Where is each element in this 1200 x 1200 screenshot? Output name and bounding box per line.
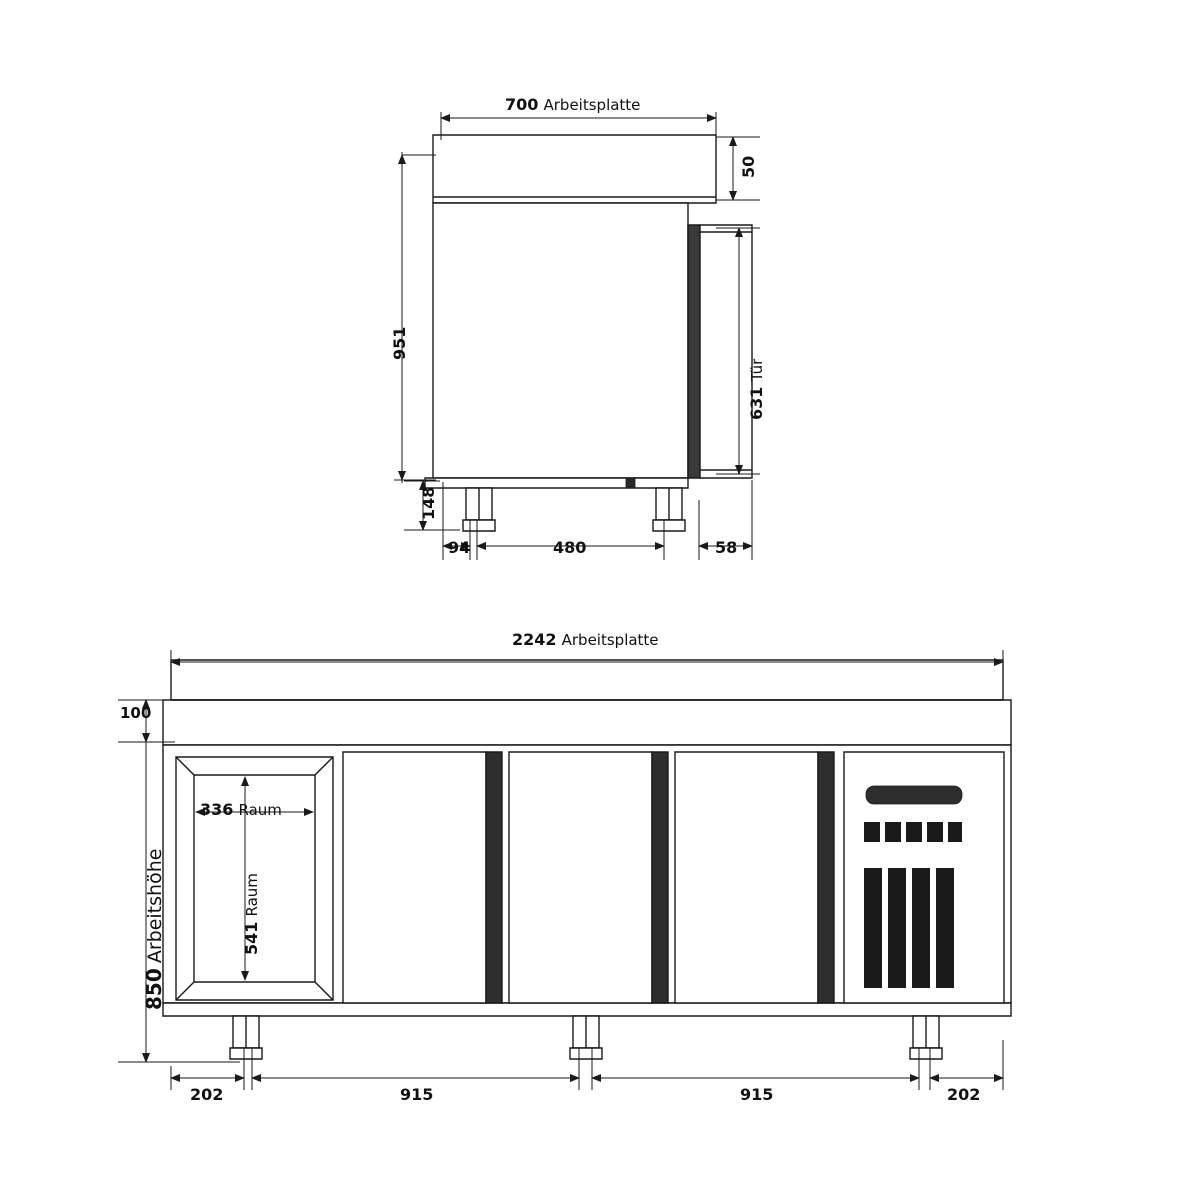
dimension-rear-offset: 58 bbox=[715, 538, 738, 557]
dimension-top-plate-height: 100 bbox=[120, 704, 152, 722]
dimension-total-width bbox=[512, 630, 659, 649]
dimension-top-thickness: 50 bbox=[739, 155, 758, 178]
dimension-value: 700 bbox=[505, 95, 539, 114]
dimension-leg-spacing: 480 bbox=[553, 538, 587, 557]
dimension-value: 336 bbox=[200, 800, 234, 819]
dimension-leg-span-right: 915 bbox=[740, 1085, 774, 1104]
dimension-note: Arbeitsplatte bbox=[561, 631, 659, 649]
dimension-note: Tür bbox=[748, 358, 766, 382]
dimension-top-width bbox=[505, 95, 640, 114]
dimension-note: Raum bbox=[238, 801, 282, 819]
dimension-working-height bbox=[142, 849, 166, 1010]
dimension-compartment-width bbox=[200, 800, 282, 819]
dimension-value: 631 bbox=[747, 386, 766, 420]
side-view-geometry bbox=[425, 135, 752, 531]
dimension-left-leg-offset: 202 bbox=[190, 1085, 224, 1104]
dimension-door-height bbox=[747, 359, 766, 420]
dimension-compartment-height bbox=[242, 873, 261, 955]
dimension-right-leg-offset: 202 bbox=[947, 1085, 981, 1104]
dimension-note: Arbeitsplatte bbox=[543, 96, 641, 114]
dimension-value: 2242 bbox=[512, 630, 557, 649]
dimension-note: Arbeitshöhe bbox=[144, 848, 166, 964]
dimension-value: 541 bbox=[242, 921, 261, 955]
front-view-geometry bbox=[163, 660, 1011, 1059]
dimension-value: 850 bbox=[142, 968, 166, 1010]
dimension-front-offset: 94 bbox=[448, 538, 471, 557]
dimension-note: Raum bbox=[243, 873, 261, 917]
dimension-leg-height: 148 bbox=[419, 486, 438, 520]
dimension-leg-span-left: 915 bbox=[400, 1085, 434, 1104]
dimension-total-height: 951 bbox=[390, 326, 409, 360]
